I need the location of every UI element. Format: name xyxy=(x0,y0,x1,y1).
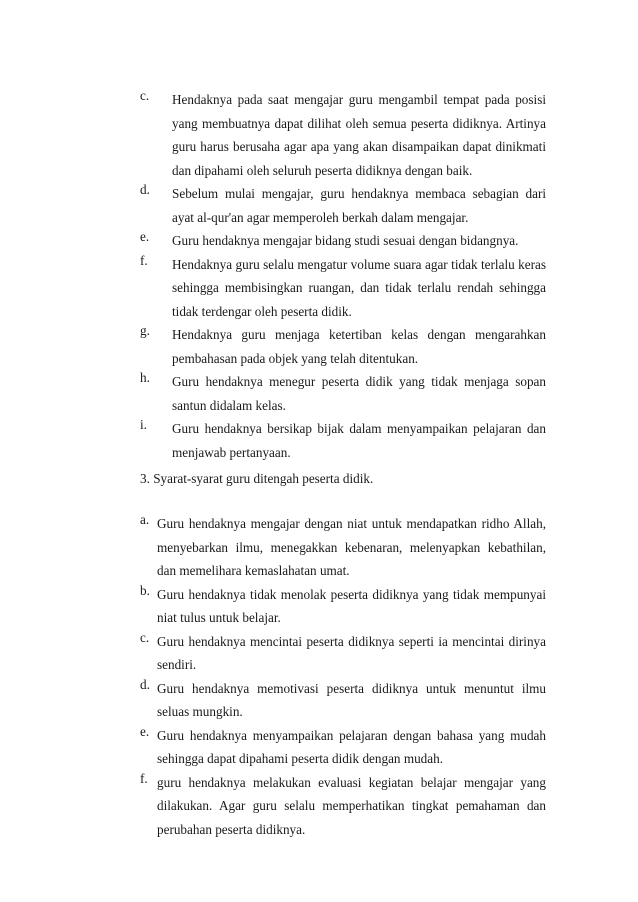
list-marker: d. xyxy=(140,182,150,197)
list-marker: e. xyxy=(140,229,150,244)
list-item-text: Guru hendaknya memotivasi peserta didiknya untuk menuntut ilmu seluas mungkin. xyxy=(157,680,546,719)
list-item-text: Sebelum mulai mengajar, guru hendaknya membaca sebagian dari ayat al-qur'an agar memperoleh berkah dalam mengajar. xyxy=(172,186,546,225)
list-item-text: Guru hendaknya mencintai peserta didiknya seperti ia mencintai dirinya sendiri. xyxy=(157,633,546,672)
list-item xyxy=(140,630,546,677)
list-marker: e. xyxy=(140,723,150,739)
list-item xyxy=(140,724,546,771)
list-item xyxy=(140,253,546,324)
list-item xyxy=(140,88,546,182)
list-item-text: Guru hendaknya mengajar dengan niat untuk mendapatkan ridho Allah, menyebarkan ilmu, menegakkan kebenaran, melenyapkan kebathilan, dan memelihara kemaslahatan umat. xyxy=(157,516,546,578)
list-item xyxy=(140,771,546,842)
list-item-text: Hendaknya guru selalu mengatur volume suara agar tidak terlalu keras sehingga membisingkan ruangan, dan tidak terlalu rendah sehingga tidak terdengar oleh peserta didik. xyxy=(172,256,546,319)
list-item xyxy=(140,512,546,583)
list-item-text: Hendaknya pada saat mengajar guru mengambil tempat pada posisi yang membuatnya dapat dilihat oleh semua peserta didiknya. Artinya guru harus berusaha agar apa yang akan disampaikan dapat dinikmati dan dipahami oleh seluruh peserta didiknya dengan baik. xyxy=(172,92,546,178)
section-heading: 3. Syarat-syarat guru ditengah peserta didik. xyxy=(140,471,374,486)
list-item xyxy=(140,583,546,630)
list-item xyxy=(140,677,546,724)
requirements-list xyxy=(140,512,546,841)
list-item xyxy=(140,323,546,370)
guidelines-list xyxy=(140,88,546,464)
list-marker: f. xyxy=(140,252,148,268)
list-item-text: Guru hendaknya menegur peserta didik yang tidak menjaga sopan santun didalam kelas. xyxy=(172,374,546,413)
list-item-text: Guru hendaknya tidak menolak peserta didiknya yang tidak mempunyai niat tulus untuk belajar. xyxy=(157,586,546,625)
list-marker: g. xyxy=(140,323,150,338)
list-marker: d. xyxy=(140,676,150,692)
list-item xyxy=(140,182,546,229)
list-item-text: Hendaknya guru menjaga ketertiban kelas dengan mengarahkan pembahasan pada objek yang telah ditentukan. xyxy=(172,327,546,366)
list-item-text: Guru hendaknya bersikap bijak dalam menyampaikan pelajaran dan menjawab pertanyaan. xyxy=(172,421,546,460)
list-item-text: Guru hendaknya mengajar bidang studi sesuai dengan bidangnya. xyxy=(172,233,519,248)
list-marker: c. xyxy=(140,629,150,645)
list-marker: h. xyxy=(140,370,150,385)
list-item-text: guru hendaknya melakukan evaluasi kegiatan belajar mengajar yang dilakukan. Agar guru selalu memperhatikan tingkat pemahaman dan perubahan peserta didiknya. xyxy=(157,774,546,837)
list-marker: f. xyxy=(140,770,148,786)
list-marker: i. xyxy=(140,417,147,432)
list-item-text: Guru hendaknya menyampaikan pelajaran dengan bahasa yang mudah sehingga dapat dipahami peserta didik dengan mudah. xyxy=(157,727,546,766)
list-item xyxy=(140,370,546,417)
list-marker: b. xyxy=(140,582,150,598)
list-item xyxy=(140,229,546,253)
list-item xyxy=(140,417,546,464)
list-marker: a. xyxy=(140,512,150,527)
list-marker: c. xyxy=(140,88,150,103)
